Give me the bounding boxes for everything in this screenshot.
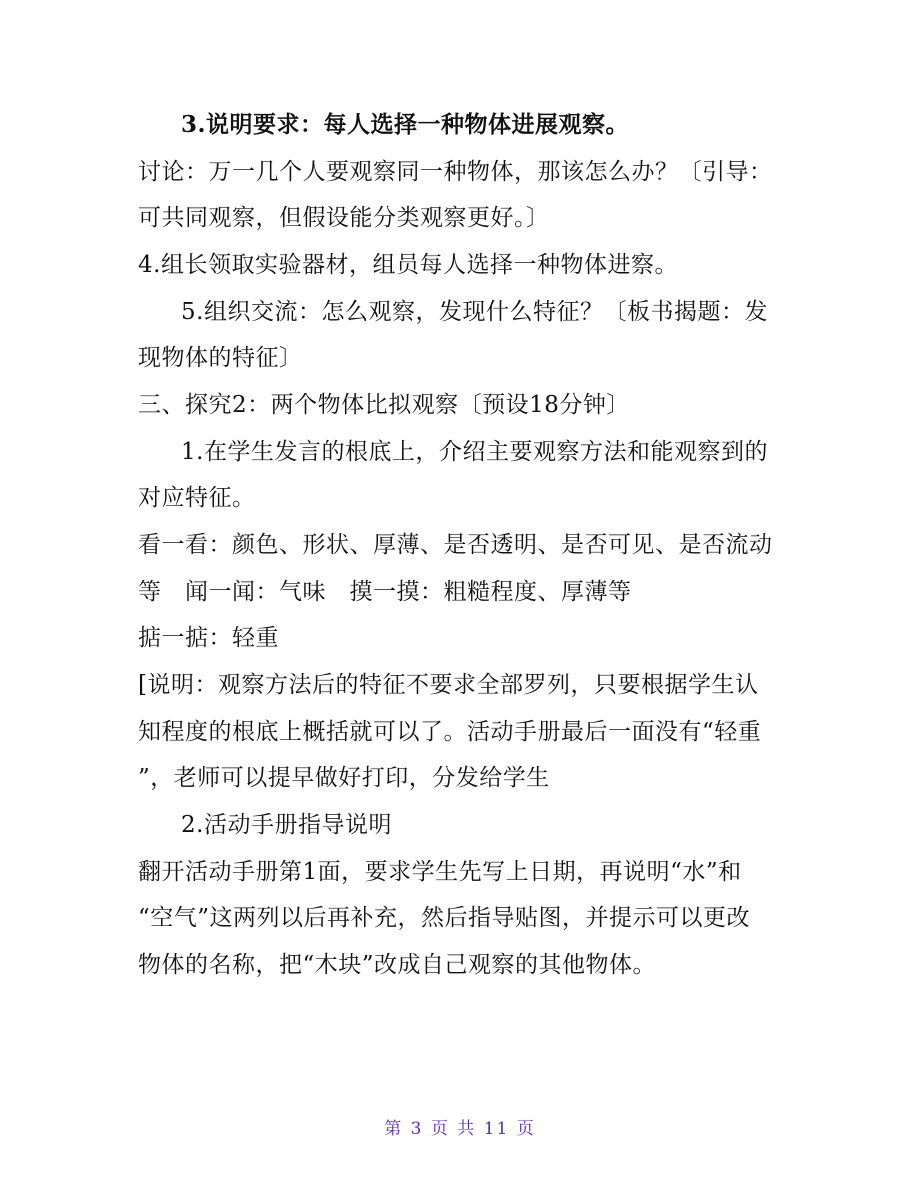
paragraph-methods-line-2: 对应特征。 xyxy=(138,485,256,511)
paragraph-methods-line-1: 1.在学生发言的根底上，介绍主要观察方法和能观察到的 xyxy=(181,439,768,465)
paragraph-discussion-line-1: 讨论：万一几个人要观察同一种物体，那该怎么办？〔引导： xyxy=(138,159,773,185)
paragraph-note-line-1: [说明：观察方法后的特征不要求全部罗列，只要根据学生认 xyxy=(138,672,759,698)
paragraph-discussion-line-2: 可共同观察，但假设能分类观察更好。〕 xyxy=(138,205,550,231)
paragraph-look-line-1: 看一看：颜色、形状、厚薄、是否透明、是否可见、是否流动 xyxy=(138,532,773,558)
paragraph-note-line-2: 知程度的根底上概括就可以了。活动手册最后一面没有“轻重 xyxy=(138,719,762,745)
paragraph-handbook-line-2: “空气”这两列以后再补充，然后指导贴图，并提示可以更改 xyxy=(138,905,751,931)
paragraph-weigh: 掂一掂：轻重 xyxy=(138,625,279,651)
paragraph-note-line-3: ”，老师可以提早做好打印，分发给学生 xyxy=(138,765,550,791)
paragraph-group-leader: 4.组长领取实验器材，组员每人选择一种物体进察。 xyxy=(138,252,678,278)
paragraph-requirement: 3.说明要求：每人选择一种物体进展观察。 xyxy=(181,111,630,138)
paragraph-handbook-heading: 2.活动手册指导说明 xyxy=(181,812,392,838)
page-number-footer: 第 3 页 共 11 页 xyxy=(384,1119,536,1139)
section-heading-explore-2: 三、探究2：两个物体比拟观察〔预设18分钟〕 xyxy=(138,392,630,418)
paragraph-handbook-line-1: 翻开活动手册第1面，要求学生先写上日期，再说明“水”和 xyxy=(138,859,742,885)
paragraph-look-line-2: 等 闻一闻：气味 摸一摸：粗糙程度、厚薄等 xyxy=(138,579,632,605)
paragraph-exchange-line-2: 现物体的特征〕 xyxy=(138,345,303,371)
paragraph-exchange-line-1: 5.组织交流：怎么观察，发现什么特征？〔板书揭题：发 xyxy=(181,299,768,325)
paragraph-handbook-line-3: 物体的名称，把“木块”改成自己观察的其他物体。 xyxy=(138,952,657,978)
